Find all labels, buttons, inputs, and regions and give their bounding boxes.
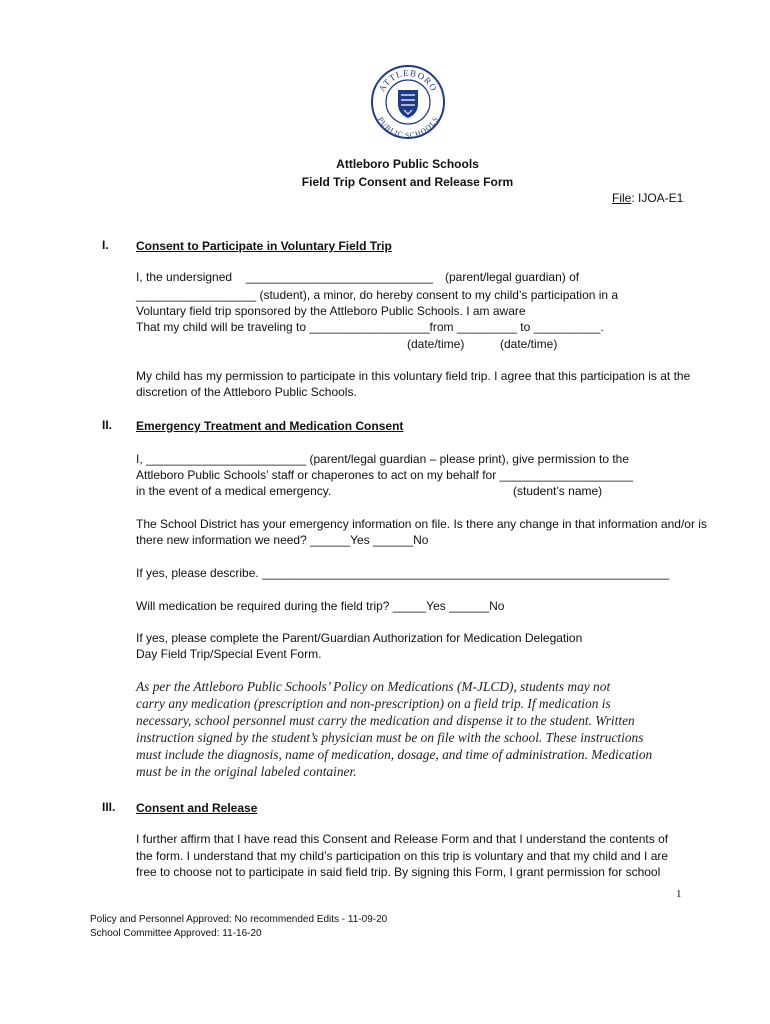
policy-line-1: As per the Attleboro Public Schools’ Policy on Medications (M-JLCD), students may not [136, 679, 611, 694]
parent-guardian-of-label: (parent/legal guardian) of [445, 270, 580, 284]
seal-text-top: ATTLEBORO [376, 67, 440, 94]
page-number: 1 [676, 888, 682, 900]
policy-line-5: must include the diagnosis, name of medication, dosage, and time of administration. Medication [136, 747, 653, 762]
policy-line-3: necessary, school personnel must carry the medication and dispense it to the student. Written [136, 713, 635, 728]
travel-destination-line: That my child will be traveling to __________________from _________ to __________. [136, 320, 604, 334]
footer-policy-approved: Policy and Personnel Approved: No recommended Edits - 11-09-20 [90, 914, 388, 925]
emergency-info-line-1: The School District has your emergency information on file. Is there any change in that information and/or is [136, 517, 707, 531]
release-line-3: free to choose not to participate in said field trip. By signing this Form, I grant permission for school [136, 865, 661, 879]
voluntary-trip-line: Voluntary field trip sponsored by the Attleboro Public Schools. I am aware [136, 304, 526, 318]
student-consent-line: __________________ (student), a minor, do hereby consent to my child’s participation in a [136, 288, 619, 302]
section-3-numeral: III. [102, 800, 116, 814]
authorization-line-2: Day Field Trip/Special Event Form. [136, 647, 322, 661]
describe-changes-line: If yes, please describe. _____________________________________________________________ [136, 566, 670, 580]
footer-committee-approved: School Committee Approved: 11-16-20 [90, 928, 262, 939]
permission-line-1: My child has my permission to participate in this voluntary field trip. I agree that this participation is at the [136, 369, 691, 383]
section-3-heading: Consent and Release [136, 801, 258, 815]
datetime-label-to: (date/time) [500, 337, 558, 351]
policy-line-4: instruction signed by the student’s physician must be on file with the school. These instructions [136, 730, 644, 745]
section-2-heading: Emergency Treatment and Medication Consent [136, 419, 404, 433]
section-1-heading: Consent to Participate in Voluntary Field Trip [136, 239, 392, 253]
undersigned-label: I, the undersigned [136, 270, 233, 284]
policy-line-6: must be in the original labeled container. [136, 764, 357, 779]
medical-emergency-line: in the event of a medical emergency. [136, 484, 332, 498]
student-name-label: (student’s name) [513, 484, 603, 498]
file-value: : IJOA-E1 [631, 191, 684, 205]
release-line-1: I further affirm that I have read this Consent and Release Form and that I understand the contents of [136, 832, 669, 846]
org-title: Attleboro Public Schools [336, 157, 479, 171]
file-reference [612, 190, 683, 206]
guardian-permission-line: I, ________________________ (parent/legal guardian – please print), give permission to the [136, 452, 630, 466]
emergency-info-line-2: there new information we need? ______Yes ______No [136, 533, 429, 547]
file-label: File [612, 191, 632, 205]
authorization-line-1: If yes, please complete the Parent/Guardian Authorization for Medication Delegation [136, 631, 583, 645]
parent-name-blank[interactable]: ____________________________ [246, 270, 433, 284]
seal-text-bottom: PUBLIC SCHOOLS [376, 115, 440, 140]
policy-line-2: carry any medication (prescription and non-prescription) on a field trip. If medication is [136, 696, 611, 711]
staff-act-line: Attleboro Public Schools’ staff or chaperones to act on my behalf for ____________________ [136, 468, 634, 482]
release-line-2: the form. I understand that my child’s participation on this trip is voluntary and that my child and I are [136, 849, 669, 863]
permission-line-2: discretion of the Attleboro Public Schools. [136, 385, 357, 399]
section-1-numeral: I. [102, 238, 109, 252]
section-2-numeral: II. [102, 418, 113, 432]
svg-text:PUBLIC SCHOOLS [376, 115, 440, 139]
form-title: Field Trip Consent and Release Form [301, 175, 514, 189]
school-seal-logo [370, 64, 446, 140]
medication-question: Will medication be required during the field trip? _____Yes ______No [136, 599, 505, 613]
datetime-label-from: (date/time) [407, 337, 465, 351]
